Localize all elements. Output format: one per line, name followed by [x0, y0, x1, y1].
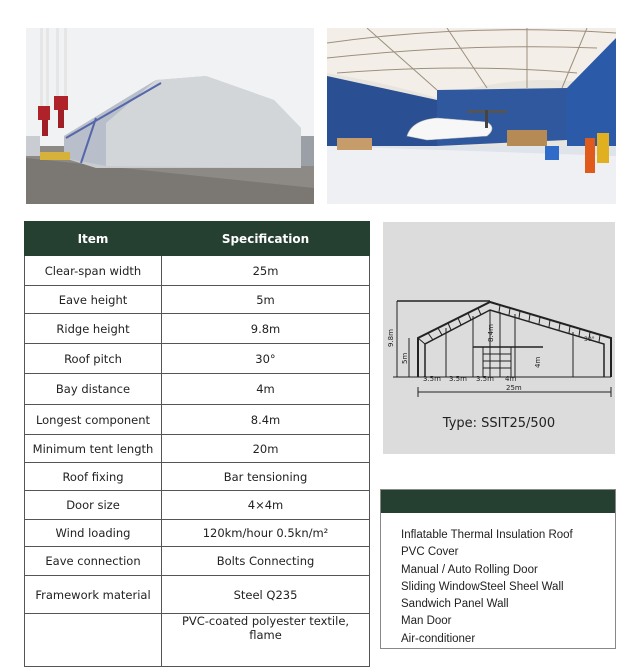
- table-row: [25, 314, 370, 344]
- spec-cell: 8.4m: [162, 405, 370, 435]
- option-item: Sandwich Panel Wall: [401, 598, 509, 611]
- bay-label-2: 3.5m: [449, 375, 467, 383]
- item-cell: Minimum tent length: [25, 435, 162, 463]
- item-cell: Framework material: [25, 576, 162, 614]
- bay-label-3: 3.5m: [476, 375, 494, 383]
- table-row: [25, 614, 370, 667]
- table-row: [25, 405, 370, 435]
- item-cell: Longest component: [25, 405, 162, 435]
- item-cell: [25, 614, 162, 667]
- item-cell: Roof fixing: [25, 463, 162, 491]
- door-height-label: 4m: [534, 356, 542, 368]
- item-cell: Wind loading: [25, 520, 162, 547]
- item-cell: Bay distance: [25, 374, 162, 405]
- spec-cell: 25m: [162, 256, 370, 286]
- span-label: 25m: [506, 384, 522, 392]
- spec-cell: 20m: [162, 435, 370, 463]
- eave-height-label: 5m: [401, 352, 409, 364]
- item-cell: Door size: [25, 491, 162, 520]
- table-row: [25, 256, 370, 286]
- table-row: [25, 576, 370, 614]
- table-row: [25, 491, 370, 520]
- table-row: [25, 463, 370, 491]
- spec-cell: 9.8m: [162, 314, 370, 344]
- item-cell: Roof pitch: [25, 344, 162, 374]
- ridge-height-label: 9.8m: [387, 329, 395, 347]
- table-row: [25, 374, 370, 405]
- spec-cell: 4×4m: [162, 491, 370, 520]
- spec-cell: Bar tensioning: [162, 463, 370, 491]
- spec-cell: Steel Q235: [162, 576, 370, 614]
- table-row: [25, 344, 370, 374]
- item-cell: Eave connection: [25, 547, 162, 576]
- table-row: [25, 286, 370, 314]
- table-header-row: [25, 222, 370, 256]
- door-width-label: 4m: [505, 375, 517, 383]
- option-item: Inflatable Thermal Insulation Roof: [401, 529, 573, 541]
- column-header-item: Item: [25, 222, 162, 256]
- table-row: [25, 520, 370, 547]
- option-item: Sliding WindowSteel Sheel Wall: [401, 580, 564, 593]
- option-item: Manual / Auto Rolling Door: [401, 563, 538, 576]
- options-list: [381, 513, 615, 648]
- spec-table: [24, 221, 370, 667]
- spec-cell: 4m: [162, 374, 370, 405]
- spec-cell: PVC-coated polyester textile, flame: [162, 614, 370, 667]
- model-type-label: Type: SSIT25/500: [442, 416, 556, 431]
- table-row: [25, 547, 370, 576]
- structure-diagram-panel: [383, 222, 615, 454]
- item-cell: Eave height: [25, 286, 162, 314]
- options-panel: [380, 489, 616, 649]
- spec-cell: 5m: [162, 286, 370, 314]
- option-item: Air-conditioner: [401, 632, 476, 645]
- options-header: [381, 490, 615, 513]
- item-cell: Clear-span width: [25, 256, 162, 286]
- hangar-exterior-photo: [26, 28, 314, 204]
- option-item: Man Door: [401, 615, 452, 628]
- spec-cell: Bolts Connecting: [162, 547, 370, 576]
- item-cell: Ridge height: [25, 314, 162, 344]
- table-row: [25, 435, 370, 463]
- hangar-interior-photo: [327, 28, 616, 204]
- column-header-specification: Specification: [162, 222, 370, 256]
- spec-cell: 30°: [162, 344, 370, 374]
- component-length-label: 8.4m: [487, 324, 495, 342]
- option-item: PVC Cover: [401, 546, 459, 559]
- spec-cell: 120km/hour 0.5kn/m²: [162, 520, 370, 547]
- bay-label-1: 3.5m: [423, 375, 441, 383]
- roof-pitch-label: 30°: [584, 336, 595, 343]
